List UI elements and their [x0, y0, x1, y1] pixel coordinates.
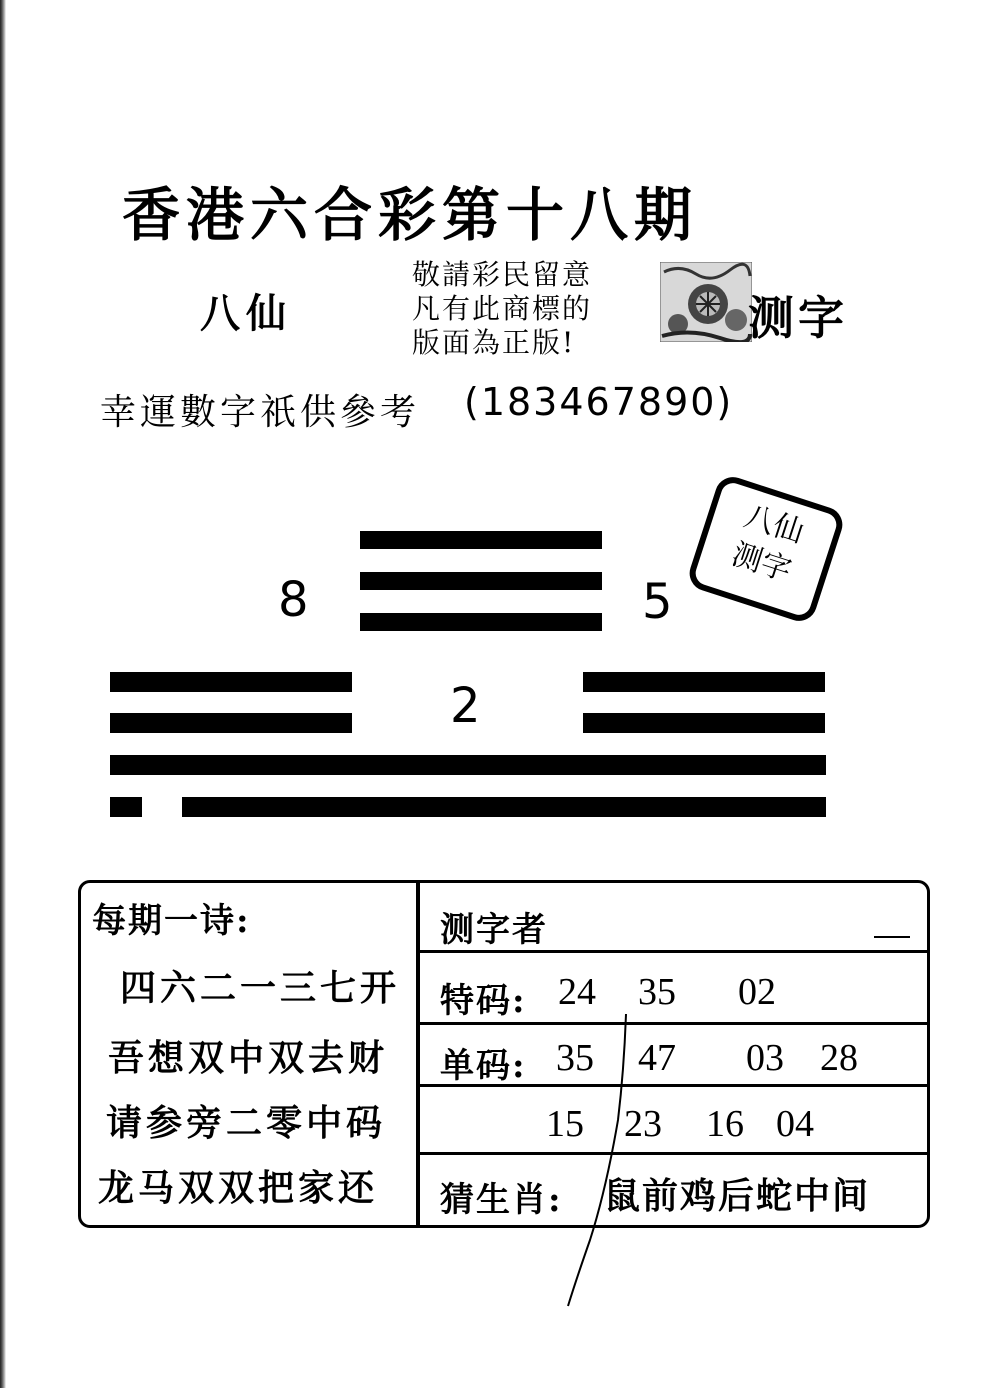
- lucky-numbers: (183467890): [464, 380, 734, 424]
- poem-line: 龙马双双把家还: [98, 1167, 379, 1209]
- trigram-bottom-line-1-left: [110, 672, 352, 692]
- panel-divider: [418, 1022, 930, 1025]
- trigram-top-line-2: [360, 572, 602, 590]
- trigram-bottom-line-2-right: [583, 713, 825, 733]
- notice-line: 凡有此商標的: [412, 292, 593, 325]
- page-title: 香港六合彩第十八期: [122, 181, 699, 249]
- trigram-center-number: 2: [450, 678, 481, 734]
- single-number: 03: [746, 1037, 784, 1079]
- trigram-bottom-line-3: [110, 755, 826, 775]
- panel-divider: [418, 1152, 930, 1155]
- lucky-numbers-label: 幸運數字祇供參考: [100, 392, 421, 433]
- zodiac-label: 猜生肖:: [440, 1180, 563, 1220]
- single-number: 15: [546, 1103, 584, 1145]
- scan-edge: [0, 0, 6, 1388]
- single-number: 04: [776, 1103, 814, 1145]
- single-number: 35: [556, 1037, 594, 1079]
- poem-line: 四六二一三七开: [120, 967, 401, 1009]
- single-number-label: 单码:: [440, 1046, 527, 1086]
- authenticity-notice: [412, 258, 652, 360]
- trigram-left-number: 8: [278, 572, 309, 628]
- trigram-bottom-line-4-fragment: [110, 797, 142, 817]
- trademark-logo-image: [660, 262, 752, 342]
- poem-line: 请参旁二零中码: [106, 1102, 387, 1144]
- zodiac-guess: 鼠前鸡后蛇中间: [604, 1175, 871, 1217]
- box-divider: [416, 880, 420, 1228]
- stamp-line: 测字: [727, 536, 796, 589]
- brand-stamp: [685, 472, 847, 625]
- dash-mark: [874, 936, 910, 938]
- tester-label: 测字者: [440, 910, 548, 950]
- single-number: 28: [820, 1037, 858, 1079]
- single-number: 23: [624, 1103, 662, 1145]
- trigram-bottom-line-2-left: [110, 713, 352, 733]
- notice-line: 敬請彩民留意: [412, 258, 593, 291]
- brand-name: 八仙: [200, 290, 292, 337]
- notice-line: 版面為正版!: [412, 326, 576, 359]
- special-number-label: 特码:: [440, 981, 527, 1021]
- trigram-top-line-3: [360, 613, 602, 631]
- special-number: 02: [738, 971, 776, 1013]
- poem-title: 每期一诗:: [92, 901, 251, 941]
- trigram-right-number: 5: [642, 574, 673, 630]
- pen-stroke: [560, 1010, 640, 1310]
- trigram-top-line-1: [360, 531, 602, 549]
- special-number: 24: [558, 971, 596, 1013]
- special-number: 35: [638, 971, 676, 1013]
- single-number: 16: [706, 1103, 744, 1145]
- stamp-line: 八仙: [739, 498, 808, 551]
- poem-line: 吾想双中双去财: [108, 1037, 389, 1079]
- trigram-bottom-line-4: [182, 797, 826, 817]
- single-number: 47: [638, 1037, 676, 1079]
- logo-text: 测字: [748, 291, 848, 345]
- trigram-bottom-line-1-right: [583, 672, 825, 692]
